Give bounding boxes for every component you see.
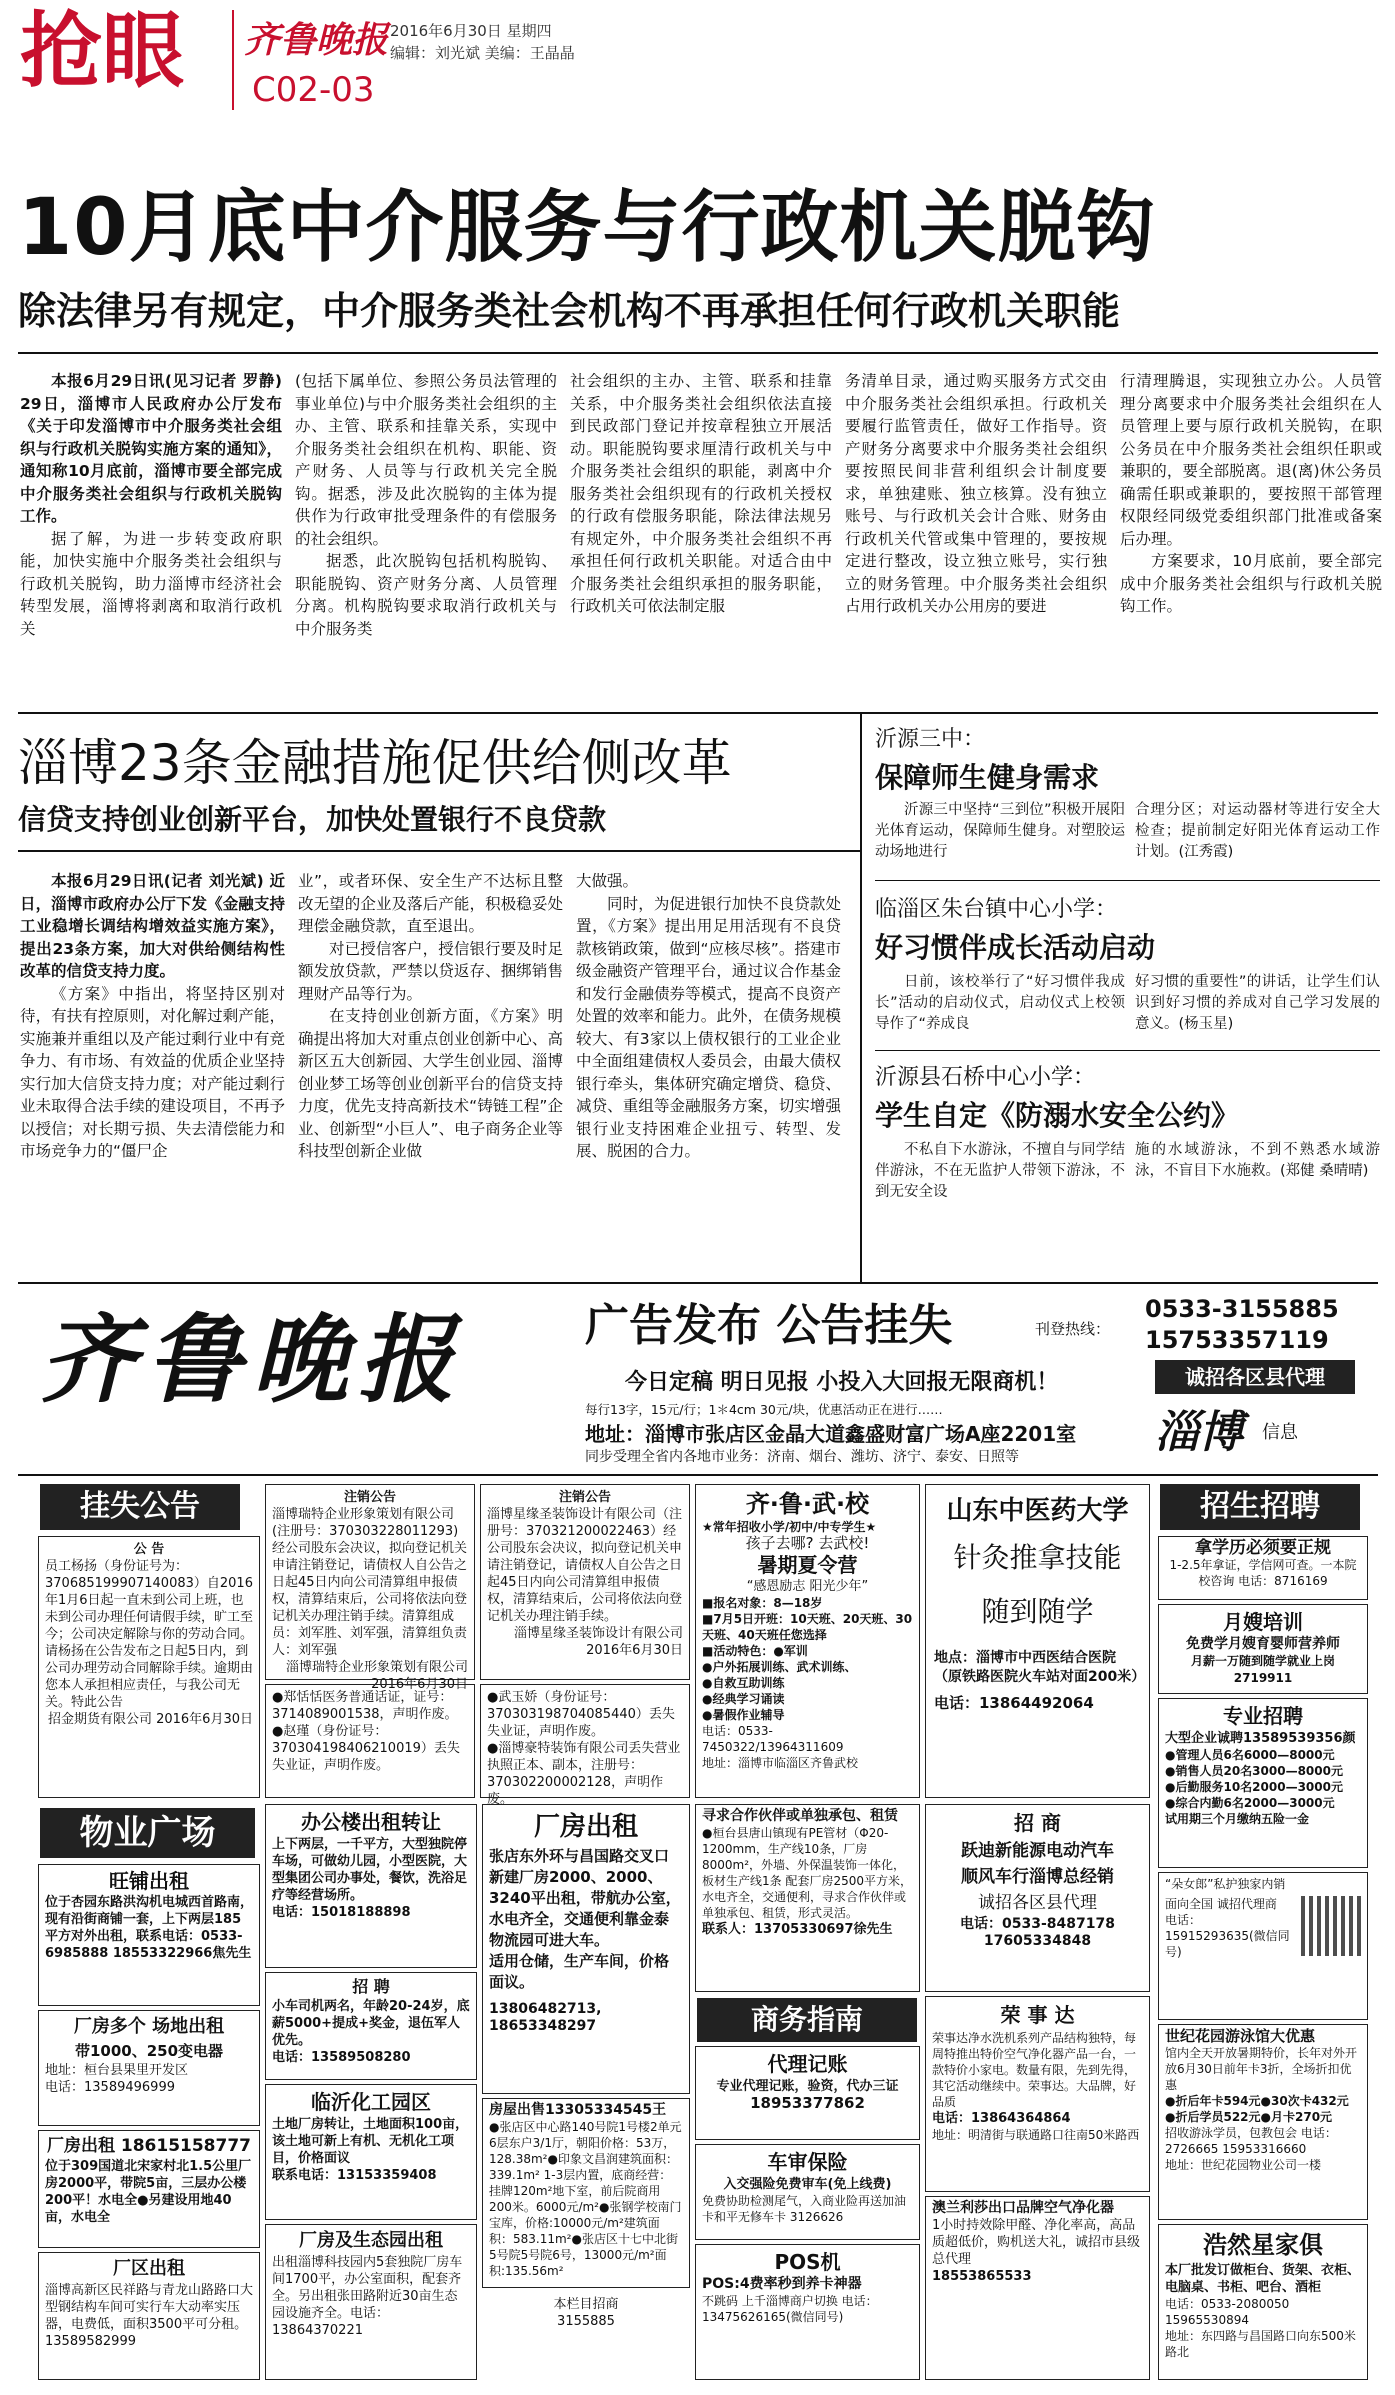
coop-ad [695,1804,920,1992]
story2-col3b-text: 同时，为促进银行加快不良贷款处置，《方案》提出用足用活现有不良贷款核销政策，做到“应核尽核”。搭建市级金融资产管理平台，通过议合作基金和发行金融债券等模式，提高不良资产处置的效率和能力。此外，在债务规模较大、有3家以上债权银行的工业企业中全面组建债权人委员会，由最大债权银行牵头，集体研究确定增贷、稳贷、减贷、重组等金融服务方案，切实增强银行业支持困难企业扭亏、转型、发展、脱困的合力。 [576,894,841,1160]
banner-price: 每行13字，15元/行；1＊4cm 30元/块，优惠活动正在进行…… [585,1402,943,1417]
job-body: 大型企业诚聘13589539356颜 [1165,1731,1356,1746]
brief3-kicker: 沂源县石桥中心小学： [875,1065,1096,1090]
invest-body2: 顺风车行淄博总经销 [961,1867,1114,1887]
school-line-3: ■活动特色：●军训 [702,1644,808,1658]
coop-title: 寻求合作伙伴或单独承包、租赁 [702,1808,898,1824]
school-title: 齐·鲁·武·校 [745,1490,870,1518]
story2-col2b-text: 对已授信客户，授信银行要及时足额发放贷款，严禁以贷返存、捆绑销售理财产品等行为。 [298,939,563,1003]
aus-title: 澳兰利莎出口品牌空气净化器 [932,2200,1114,2216]
story2-col2c-text: 在支持创业创新方面，《方案》明确提出将加大对重点创业创新中心、高新区五大创新园、大学生创业园、淄博创业梦工场等创业创新平台的信贷支持力度，优先支持高新技术“铸链工程”企业、创新型“小巨人”、电子商务企业等科技型创新企业做 [298,1007,563,1160]
chem-phone: 联系电话：13153359408 [272,2168,437,2183]
wechat-body: 面向全国 诚招代理商 [1165,1897,1277,1911]
aus-body: 1小时持效除甲醛、净化率高，高品质超低价，购机送大礼，诚招市县级总代理 [932,2218,1141,2267]
stub-phone: 3155885 [557,2314,615,2329]
plant-ad [482,1804,690,2094]
brief1-col-a [875,800,1125,870]
lost-notice-3-sign: 淄博星缘圣装饰设计有限公司 2016年6月30日 [513,1626,683,1658]
school-line-5: ●自救互助训练 [702,1676,785,1690]
factory3-ad [38,2252,260,2380]
house-ad [482,2098,690,2288]
lost-notice-1-sign: 招金期货有限公司 2016年6月30日 [47,1712,253,1727]
school-slogan: 孩子去哪? 去武校! [745,1534,870,1552]
eco-body: 出租淄博科技园内5套独院厂房车间1700平，办公室面积，配套齐全。另出租张田路附近30亩生态园设施齐全。电话：13864370221 [272,2255,463,2338]
story1-col4-text: 务清单目录，通过购买服务方式交由中介服务类社会组织承担。行政机关要履行监管责任，做好工作指导。资产财务分离要求中介服务类社会组织要按照民间非营利组织会计制度要求，单独建账、独立核算。没有独立账号、与行政机关会计合账、财务由行政机关代管或集中管理的，要按规定进行整改，设立独立账号，实行独立的财务管理。中介服务类社会组织占用行政机关办公用房的要进 [845,372,1107,615]
agency-body: 专业代理记账，验资，代办三证 [716,2079,899,2094]
brief1-text-a: 沂源三中坚持“三到位”积极开展阳光体育运动，保障师生健身。对塑胶运动场地进行 [875,802,1125,860]
aus-ad [925,2196,1150,2380]
lost-item-1: ●郑恬恬医务普通话证，证号：3714089001538，声明作废。 [272,1690,458,1722]
brief1-rule [875,880,1380,881]
factory3-body: 淄博高新区民祥路与青龙山路路口大型钢结构车间可实行车大动率实压器，电费低，面积3500平可分租。13589582999 [45,2283,254,2349]
pool-ad [1158,2024,1368,2220]
wechat-title: “朵女郎”私护独家内销 [1165,1877,1286,1891]
banner-cities: 同步受理全省内各地市业务：济南、烟台、潍坊、济宁、泰安、日照等 [585,1449,1019,1465]
invest-ad [925,1804,1150,1992]
school-line-7: ●暑假作业辅导 [702,1708,785,1722]
hire-phone: 电话：13589508280 [272,2050,411,2065]
office-phone: 电话：15018188898 [272,1905,411,1920]
car-body2: 免费协助检测尾气，入商业险再送加油卡和平无修车卡 3126626 [702,2194,907,2224]
house-title: 房屋出售13305334545王 [489,2102,667,2118]
lost-notice-1 [38,1536,260,1798]
page-number: C02-03 [252,70,375,110]
maid-body: 免费学月嫂育婴师营养师 [1186,1636,1340,1652]
edu-body: 1-2.5年拿证，学信网可查。一本院校咨询 电话：8716169 [1169,1558,1357,1588]
pos-body2: 不跳码 上千淄博商户切换 电话：13475626165(微信同号) [702,2294,878,2324]
office-body: 上下两层，一千平方，大型独院停车场，可做幼儿园，小型医院，大型集团公司办事处，餐饮，洗浴足疗等经营场所。 [272,1837,468,1903]
invest-body3: 诚招各区县代理 [978,1893,1097,1913]
brief2-rule [875,1050,1380,1051]
job-line-1: ●管理人员6名6000—8000元 [1165,1748,1335,1762]
brief3-col-b [1135,1140,1380,1210]
edu-ad [1158,1536,1368,1600]
pos-ad [695,2244,920,2380]
job-line-4: ●综合内勤6名2000—3000元 [1165,1796,1335,1810]
coop-phone: 联系人：13705330697徐先生 [702,1922,893,1937]
stub-text: 本栏目招商 [553,2297,619,2312]
story1-col1-text: 本报6月29日讯(见习记者 罗静) 29日，淄博市人民政府办公厅发布《关于印发淄博市中介服务类社会组织与行政机关脱钩实施方案的通知》，通知称10月底前，淄博市要全部完成中介服务类社会组织与行政机关脱钩工作。 [20,372,282,525]
pool-line-2: ●折后学员522元●月卡270元 [1165,2110,1333,2124]
brief2-text-a: 日前，该校举行了“好习惯伴我成长”活动的启动仪式，启动仪式上校领导作了“养成良 [875,974,1125,1032]
job-line-2: ●销售人员20名3000—8000元 [1165,1764,1343,1778]
story1-rule [18,352,1378,354]
rong-body: 荣事达净水洗机系列产品结构独特，每周特推出特价空气净化器产品一台，一款特价小家电。数量有限，先到先得，其它活动继续中。荣事达。大品牌，好品质 [932,2031,1137,2109]
story2-col3-text: 大做强。 [576,872,639,890]
section-title: 抢眼 [20,4,185,99]
story1-col2-text: (包括下属单位、参照公务员法管理的事业单位)与中介服务类社会组织的主办、主管、联系和挂靠关系，实现中介服务类社会组织在机构、职能、资产财务、人员等与行政机关完全脱钩。据悉，涉及此次脱钩的主体为提供作为行政审批受理条件的有偿服务的社会组织。 [295,372,557,548]
agency-ad [695,2046,920,2140]
eco-ad [265,2224,477,2380]
lost-item-4: ●淄博豪特装饰有限公司丢失营业执照正本、副本，注册号：370302200002128，声明作废。 [487,1741,681,1807]
pos-body: POS:4费率秒到养卡神器 [702,2276,862,2292]
story1-column-2 [295,370,557,700]
lost-notice-1-body: 员工杨扬（身份证号为：370685199907140083）自2016年1月6日起一直未到公司上班，也未到公司办理任何请假手续，旷工至今；公司决定解除与你的劳动合同。请杨扬在公告发布之日起5日内，到公司办理劳动合同解除手续。逾期由您本人承担相应责任，与我公司无关。特此公告 [45,1559,254,1710]
factory2-title: 厂房出租 18615158777 [46,2136,252,2156]
eco-title: 厂房及生态园出租 [299,2230,443,2251]
story2-column-3 [576,870,841,1280]
biz-header: 商务指南 [697,1998,917,2042]
invest-title: 招 商 [1014,1811,1061,1835]
furniture-phone: 电话：0533-2080050 15965530894 [1165,2297,1290,2327]
school-line-1: ■报名对象：8—18岁 [702,1596,823,1610]
story2-rule [18,850,860,852]
office-title: 办公楼出租转让 [301,1810,441,1834]
lost-notice-3-title: 注销公告 [558,1490,611,1505]
lost-header: 挂失公告 [40,1484,240,1530]
story1-col5-text: 行清理腾退，实现独立办公。人员管理分离要求中介服务类社会组织在人员管理上要与原行政机关脱钩，在职公务员在中介服务类社会组织任职或兼职的，要全部脱离。退(离)休公务员确需任职或兼职的，要按照干部管理权限经同级党委组织部门批准或备案后办理。 [1120,372,1382,548]
lost-notice-small-1 [265,1684,475,1798]
factory1-title: 厂房多个 场地出租 [73,2016,225,2037]
shop-title: 旺铺出租 [109,1869,189,1893]
story1-col5b-text: 方案要求，10月底前，要全部完成中介服务类社会组织与行政机关脱钩工作。 [1120,552,1382,615]
hire-body: 小车司机两名，年龄20-24岁，底薪5000+提成+奖金，退伍军人优先。 [272,1999,470,2048]
plant-body: 张店东外环与昌国路交叉口新建厂房2000、2000、3240平出租，带航办公室，水电齐全，交通便利靠金泰物流园可进大车。 [489,1847,681,1949]
pool-body: 馆内全天开放暑期特价，长年对外开放6月30日前年卡3折，全场折扣优惠 [1165,2046,1358,2092]
school-motto: “感恩励志 阳光少年” [746,1579,869,1594]
story2-column-2 [298,870,563,1280]
car-body: 入交强险免费审车(免上线费) [723,2177,892,2192]
coop-body: ●桓台县唐山镇现有PE管材（Φ20-1200mm，生产线10条，厂房8000m²，外墙、外保温装饰一体化，板材生产线1条 配套厂房2500平方米，水电齐全，交通便利，寻求合作伙伴或单独承包、租赁，形式灵活。 [702,1826,912,1920]
lost-notice-2-body: 淄博瑞特企业形象策划有限公司(注册号：370303228011293)经公司股东会决议，拟向登记机关申请注销登记，请债权人自公告之日起45日内向公司清算组申报债权，清算结束后，公司将依法向登记机关办理注销手续。清算组成员：刘军胜、刘军强，清算组负责人：刘军强 [272,1507,468,1658]
lost-item-2: ●赵瑾（身份证号：370304198406210019）丢失失业证，声明作废。 [272,1724,460,1773]
story2-headline: 淄博23条金融措施促供给侧改革 [18,734,732,792]
brief3-title: 学生自定《防溺水安全公约》 [875,1099,1240,1132]
car-ad [695,2144,920,2240]
brief3-text-a: 不私自下水游泳，不擅自与同学结伴游泳，不在无监护人带领下游泳，不到无安全设 [875,1142,1125,1200]
story2-col2-text: 业”，或者环保、安全生产不达标且整改无望的企业及落后产能，积极稳妥处理偿金融贷款，直至退出。 [298,872,563,935]
hotline-phone-1[interactable]: 0533-3155885 [1145,1295,1339,1323]
house-body: ●张店区中心路140号院1号楼2单元6层东户3/1厅，朝阳价格：53万，128.38m²●印象文昌润建筑面积：339.1m² 1-3层内置，底商经营：挂牌120m²地下室，前后院商用200米。6000元/m²●张钢学校南门宝库，价格:10000元/m²建筑面积：583.11m²●张店区十七中北街5号院5号院6号，13000元/m²面积:135.56m² [489,2120,682,2278]
job-ad [1158,1698,1368,1868]
brief1-kicker: 沂源三中： [875,727,986,752]
factory1-phone: 电话：13589496999 [45,2080,175,2095]
rong-address: 地址：明清街与联通路口往南50米路西 [932,2128,1140,2142]
qr-code-icon [1301,1896,1361,1956]
tcm-sub: 针灸推拿技能 [953,1541,1122,1574]
brief2-kicker: 临淄区朱台镇中心小学： [875,897,1118,922]
brief1-col-b [1135,800,1380,870]
hotline-phone-2[interactable]: 15753357119 [1145,1326,1329,1354]
lost-notice-3-body: 淄博星缘圣装饰设计有限公司（注册号：370321200022463）经公司股东会决议，拟向登记机关申请注销登记，请债权人自公告之日起45日内向公司清算组申报债权，清算结束后，公司将依法向登记机关办理注销手续。 [487,1507,683,1624]
job-title: 专业招聘 [1223,1704,1303,1728]
hotline-label: 刊登热线： [1035,1320,1111,1338]
story1-column-3 [570,370,832,700]
school-phone: 电话：0533-7450322/13964311609 [702,1724,844,1754]
banner-address: 地址：淄博市张店区金晶大道鑫盛财富广场A座2201室 [585,1422,1077,1446]
paper-logo: 齐鲁晚报 [244,19,389,61]
brief1-title: 保障师生健身需求 [875,761,1100,794]
estate-header: 物业广场 [40,1808,255,1858]
wechat-ad [1158,1872,1368,2020]
banner-logo: 齐鲁晚报 [40,1303,464,1416]
factory2-ad [38,2130,260,2248]
brief2-col-a [875,972,1125,1042]
factory1-body: 带1000、250变电器 [74,2042,224,2060]
story1-bottom-rule [18,712,1378,714]
aus-phone: 18553865533 [932,2269,1032,2284]
factory2-body: 位于309国道北宋家村北1.5公里厂房2000平，带院5亩，三层办公楼200平！水电全●另建设用地40亩，水电全 [45,2159,252,2225]
banner-tagline: 今日定稿 明日见报 小投入大回报无限商机！ [625,1370,1059,1395]
lost-notice-3 [480,1484,690,1680]
story1-col3-text: 社会组织的主办、主管、联系和挂靠关系，中介服务类社会组织依法直接到民政部门登记并按章程独立开展活动。职能脱钩要求厘清行政机关与中介服务类社会组织的职能，剥离中介服务类社会组织现有的行政机关授权的行政有偿服务职能，除法律法规另有规定外，中介服务类社会组织不再承担任何行政机关职能。对适合由中介服务类社会组织承担的服务职能，行政机关可依法制定服 [570,372,832,615]
furniture-title: 浩然星家俱 [1203,2231,1323,2259]
story1-column-5 [1120,370,1382,700]
pos-title: POS机 [774,2250,841,2274]
job-line-3: ●后勤服务10名2000—3000元 [1165,1780,1343,1794]
pool-address: 地址：世纪花园物业公司一楼 [1165,2158,1322,2172]
pool-line-1: ●折后年卡594元●30次卡432元 [1165,2094,1349,2108]
hire-ad [265,1972,477,2080]
story1-col1b-text: 据了解，为进一步转变政府职能，加快实施中介服务类社会组织与行政机关脱钩，助力淄博市经济社会转型发展，淄博将剥离和取消行政机关 [20,529,282,638]
maid-title: 月嫂培训 [1223,1610,1303,1634]
brief3-col-a [875,1140,1125,1210]
lost-item-3: ●武玉娇（身份证号：370303198704085440）丢失失业证，声明作废。 [487,1690,675,1739]
furniture-ad [1158,2224,1368,2380]
ad-section-rule [18,1282,1378,1284]
plant-title: 厂房出租 [533,1812,638,1842]
shop-body: 位于杏园东路洪沟机电城西首路南，现有沿街商铺一套，上下两层185平方对外出租，联系电话：0533-6985888 18553322966焦先生 [45,1895,254,1961]
tcm-address: 地点：淄博市中西医结合医院（原铁路医院火车站对面200米） [934,1650,1146,1685]
pool-phone: 招收游泳学员，包教包会 电话：2726665 15953316660 [1165,2126,1337,2156]
plant-phone: 13806482713, 18653348297 [489,2001,602,2034]
school-camp: 暑期夏令营 [757,1553,858,1577]
wechat-phone: 电话：15915293635(微信同号) [1165,1913,1290,1959]
furniture-address: 地址：东四路与昌国路口向东500米路北 [1165,2329,1356,2359]
tcm-sub2: 随到随学 [981,1595,1094,1628]
hire-title: 招 聘 [352,1977,390,1996]
stub-ad [482,2296,690,2330]
factory1-ad [38,2010,260,2126]
tcm-phone: 电话：13864492064 [934,1694,1094,1712]
rong-title: 荣 事 达 [1000,2003,1075,2027]
furniture-body: 本厂批发订做柜台、货架、衣柜、电脑桌、书柜、吧台、酒柜 [1165,2263,1361,2295]
pool-title: 世纪花园游泳馆大优惠 [1165,2027,1316,2045]
story2-col1b-text: 《方案》中指出，将坚持区别对待，有扶有控原则，对化解过剩产能，实施兼并重组以及产能过剩行业中有竞争力、有市场、有效益的优质企业坚持实行加大信贷支持力度；对产能过剩行业未取得合法手续的建设项目，不再予以授信；对长期亏损、失去清偿能力和市场竞争力的“僵尸企 [20,984,285,1160]
car-title: 车审保险 [767,2150,848,2174]
agency-title: 代理记账 [767,2052,848,2076]
banner-brand: 淄博 [1155,1407,1243,1458]
chem-body: 土地厂房转让，土地面积100亩，该土地可新上有机、无机化工项目，价格面议 [272,2117,469,2166]
tcm-ad [925,1484,1150,1798]
chem-ad [265,2084,477,2220]
lost-notice-2 [265,1484,475,1692]
school-sub: ★常年招收小学/初中/中专学生★ [702,1520,877,1534]
story2-col1-text: 本报6月29日讯(记者 刘光斌) 近日，淄博市政府办公厅下发《金融支持工业稳增长调结构增效益实施方案》，提出23条方案，加大对供给侧结构性改革的信贷支持力度。 [20,872,285,980]
issue-date: 2016年6月30日 星期四 [390,22,552,40]
brief3-text-b: 施的水域游泳，不到不熟悉水域游泳，不盲目下水施救。(郑健 桑晴晴) [1135,1142,1380,1179]
maid-body2: 月薪一万随到随学就业上岗2719911 [1190,1654,1335,1685]
factory1-address: 地址：桓台县果里开发区 [45,2063,189,2078]
recruit-header: 招生招聘 [1160,1484,1360,1530]
invest-body: 跃迪新能源电动汽车 [961,1841,1114,1861]
story2-column-1 [20,870,285,1280]
brief2-col-b [1135,972,1380,1042]
lost-notice-2-sign: 淄博瑞特企业形象策划有限公司 2016年6月30日 [285,1660,468,1692]
rong-phone: 电话：13864364864 [932,2111,1071,2126]
invest-phone: 电话：0533-8487178 17605334848 [960,1916,1115,1949]
banner-recruit: 诚招各区县代理 [1155,1360,1355,1394]
classified-rule [18,1474,1378,1476]
lost-notice-small-2 [480,1684,690,1807]
issue-editors: 编辑：刘光斌 美编：王晶晶 [390,44,575,62]
banner-brand-sub: 信息 [1262,1422,1298,1443]
chem-title: 临沂化工园区 [311,2090,431,2114]
shop-ad [38,1864,260,2006]
rong-ad [925,1996,1150,2192]
story1-subhead: 除法律另有规定，中介服务类社会机构不再承担任何行政机关职能 [18,289,1121,333]
story2-subhead: 信贷支持创业创新平台，加快处置银行不良贷款 [18,803,607,836]
tcm-title: 山东中医药大学 [946,1496,1129,1526]
school-line-6: ●经典学习诵读 [702,1692,785,1706]
factory3-title: 厂区出租 [113,2258,185,2279]
story1-column-1 [20,370,282,700]
school-line-2: ■7月5日开班：10天班、20天班、30天班、40天班任您选择 [702,1612,913,1642]
top-rule [232,10,234,110]
school-address: 地址：淄博市临淄区齐鲁武校 [702,1756,859,1770]
story1-col2b-text: 据悉，此次脱钩包括机构脱钩、职能脱钩、资产财务分离、人员管理分离。机构脱钩要求取消行政机关与中介服务类 [295,552,557,638]
brief1-text-b: 合理分区；对运动器材等进行安全大检查；提前制定好阳光体育运动工作计划。(江秀霞) [1135,802,1380,860]
story1-column-4 [845,370,1107,700]
school-line-4: ●户外拓展训练、武术训练、 [702,1660,857,1674]
story1-headline: 10月底中介服务与行政机关脱钩 [18,183,1156,273]
brief2-title: 好习惯伴成长活动启动 [875,931,1156,964]
school-ad [695,1484,920,1798]
brief2-text-b: 好习惯的重要性”的讲话，让学生们认识到好习惯的养成对自己学习发展的意义。(杨玉星) [1135,974,1380,1032]
lost-notice-1-title: 公 告 [133,1542,165,1557]
edu-title: 拿学历必须要正规 [1195,1538,1331,1558]
office-ad [265,1804,477,1968]
story2-divider [860,712,862,1282]
banner-slogan: 广告发布 公告挂失 [585,1300,953,1351]
job-line-5: 试用期三个月缴纳五险一金 [1165,1812,1310,1826]
lost-notice-2-title: 注销公告 [343,1490,396,1505]
agency-phone: 18953377862 [750,2094,865,2112]
plant-body2: 适用仓储，生产车间，价格面议。 [489,1952,670,1991]
maid-ad [1158,1604,1368,1694]
